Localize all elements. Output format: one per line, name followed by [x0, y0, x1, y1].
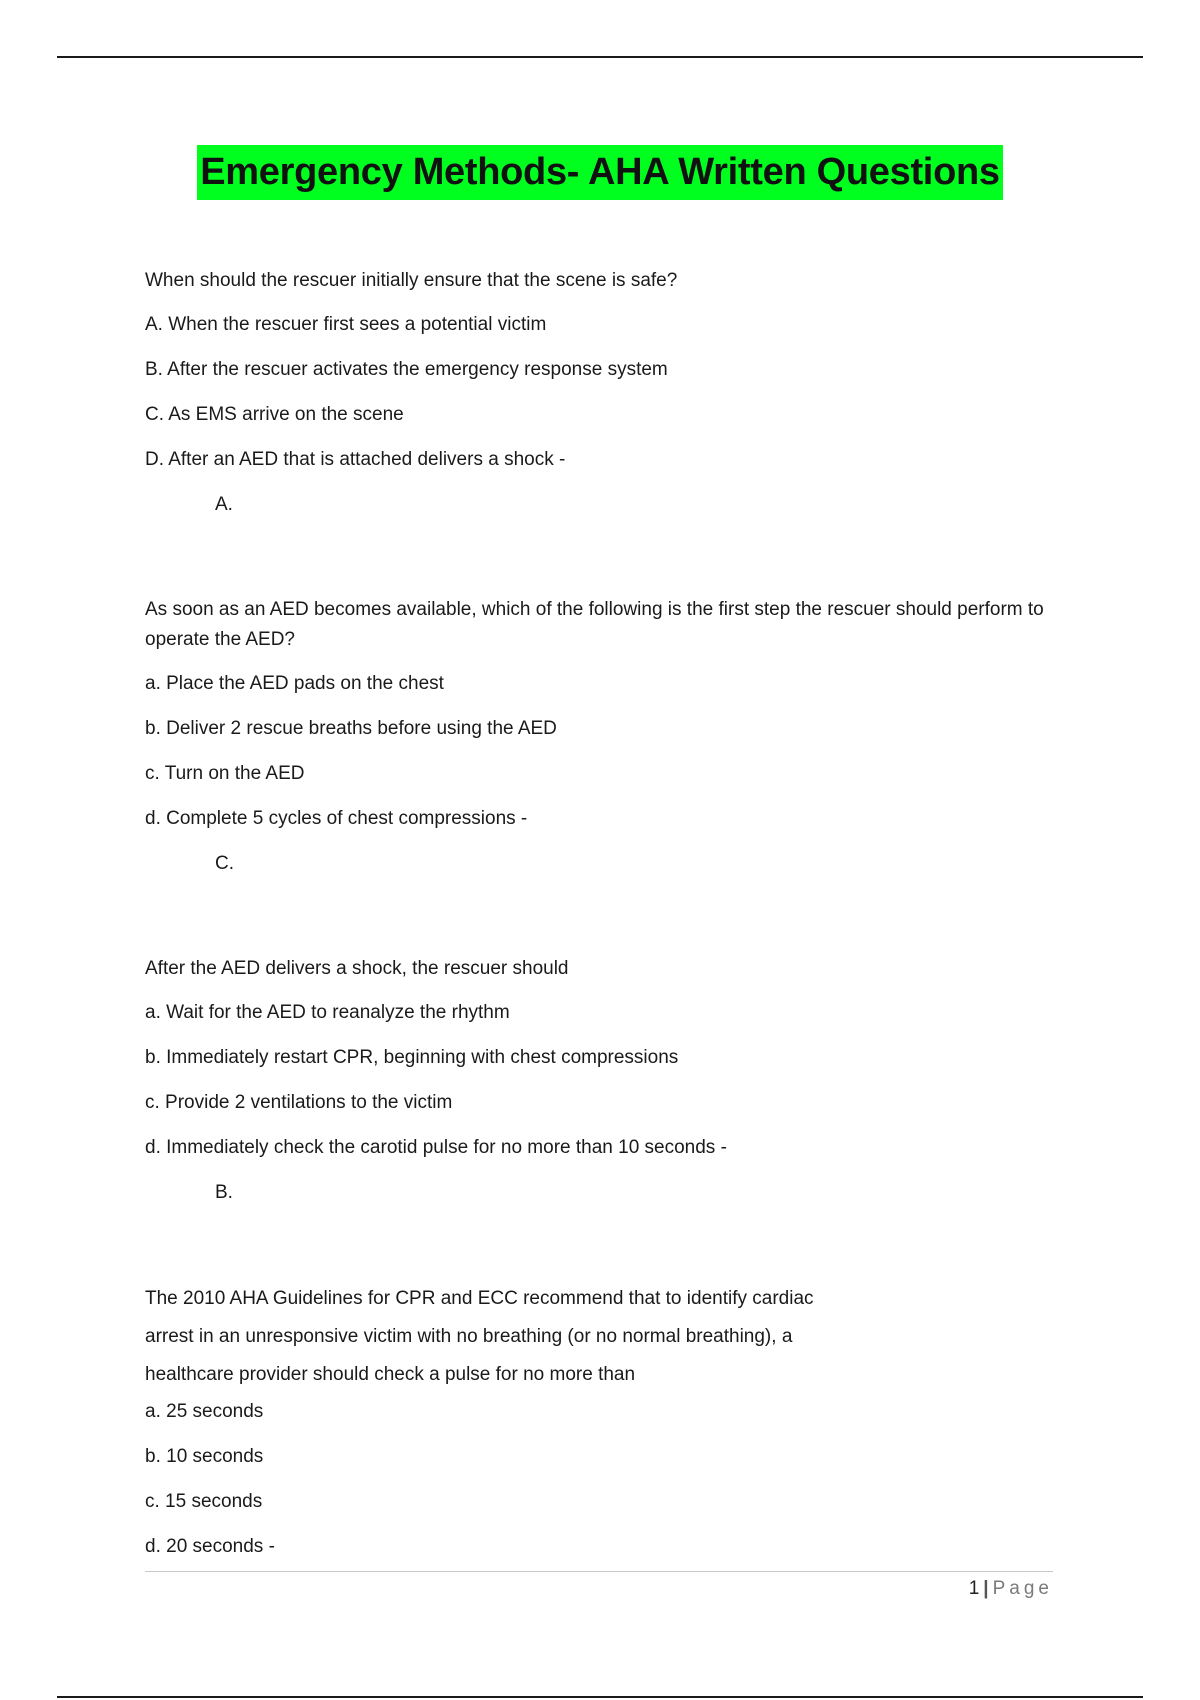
option-b: b. Immediately restart CPR, beginning with chest compressions — [145, 1047, 679, 1068]
option-a: a. Wait for the AED to reanalyze the rhythm — [145, 1002, 510, 1023]
question-text: After the AED delivers a shock, the rescuer should — [145, 958, 569, 979]
option-d: D. After an AED that is attached delivers a shock - — [145, 449, 566, 470]
question-text-line-2: arrest in an unresponsive victim with no breathing (or no normal breathing), a — [145, 1326, 793, 1347]
page-footer — [969, 1576, 1053, 1602]
header-rule — [57, 56, 1143, 58]
question-text: When should the rescuer initially ensure that the scene is safe? — [145, 270, 678, 291]
page-number: 1 — [968, 1578, 980, 1599]
question-spacer — [145, 520, 1045, 595]
option-d: d. Complete 5 cycles of chest compressions - — [145, 808, 528, 829]
footer-separator: | — [983, 1578, 989, 1599]
question-3 — [145, 954, 1045, 1208]
page-bottom-rule — [57, 1696, 1143, 1698]
option-b: B. After the rescuer activates the emergency response system — [145, 359, 668, 380]
question-text-line-3: healthcare provider should check a pulse for no more than — [145, 1364, 636, 1385]
question-4 — [145, 1276, 1045, 1562]
option-a: A. When the rescuer first sees a potential victim — [145, 314, 547, 335]
option-c: c. 15 seconds — [145, 1491, 263, 1512]
question-2 — [145, 595, 1045, 879]
document-title: Emergency Methods- AHA Written Questions — [197, 145, 1002, 200]
question-spacer — [145, 879, 1045, 954]
option-a: a. 25 seconds — [145, 1401, 264, 1422]
question-spacer — [145, 1208, 1045, 1283]
question-1 — [145, 266, 1045, 520]
option-c: C. As EMS arrive on the scene — [145, 404, 404, 425]
answer: B. — [215, 1182, 233, 1203]
footer-rule — [145, 1571, 1053, 1572]
answer: C. — [215, 853, 234, 874]
option-c: c. Turn on the AED — [145, 763, 305, 784]
option-d: d. Immediately check the carotid pulse for no more than 10 seconds - — [145, 1137, 727, 1158]
option-c: c. Provide 2 ventilations to the victim — [145, 1092, 453, 1113]
answer: A. — [215, 494, 233, 515]
option-a: a. Place the AED pads on the chest — [145, 673, 444, 694]
option-b: b. 10 seconds — [145, 1446, 264, 1467]
title-container — [0, 145, 1200, 200]
option-d: d. 20 seconds - — [145, 1536, 275, 1557]
page-label: Page — [992, 1578, 1053, 1599]
question-text-line-1: The 2010 AHA Guidelines for CPR and ECC recommend that to identify cardiac — [145, 1288, 814, 1309]
option-b: b. Deliver 2 rescue breaths before using the AED — [145, 718, 557, 739]
question-list — [145, 266, 1045, 1577]
question-text: As soon as an AED becomes available, which of the following is the first step the rescuer should perform to operate the AED? — [145, 599, 1044, 650]
